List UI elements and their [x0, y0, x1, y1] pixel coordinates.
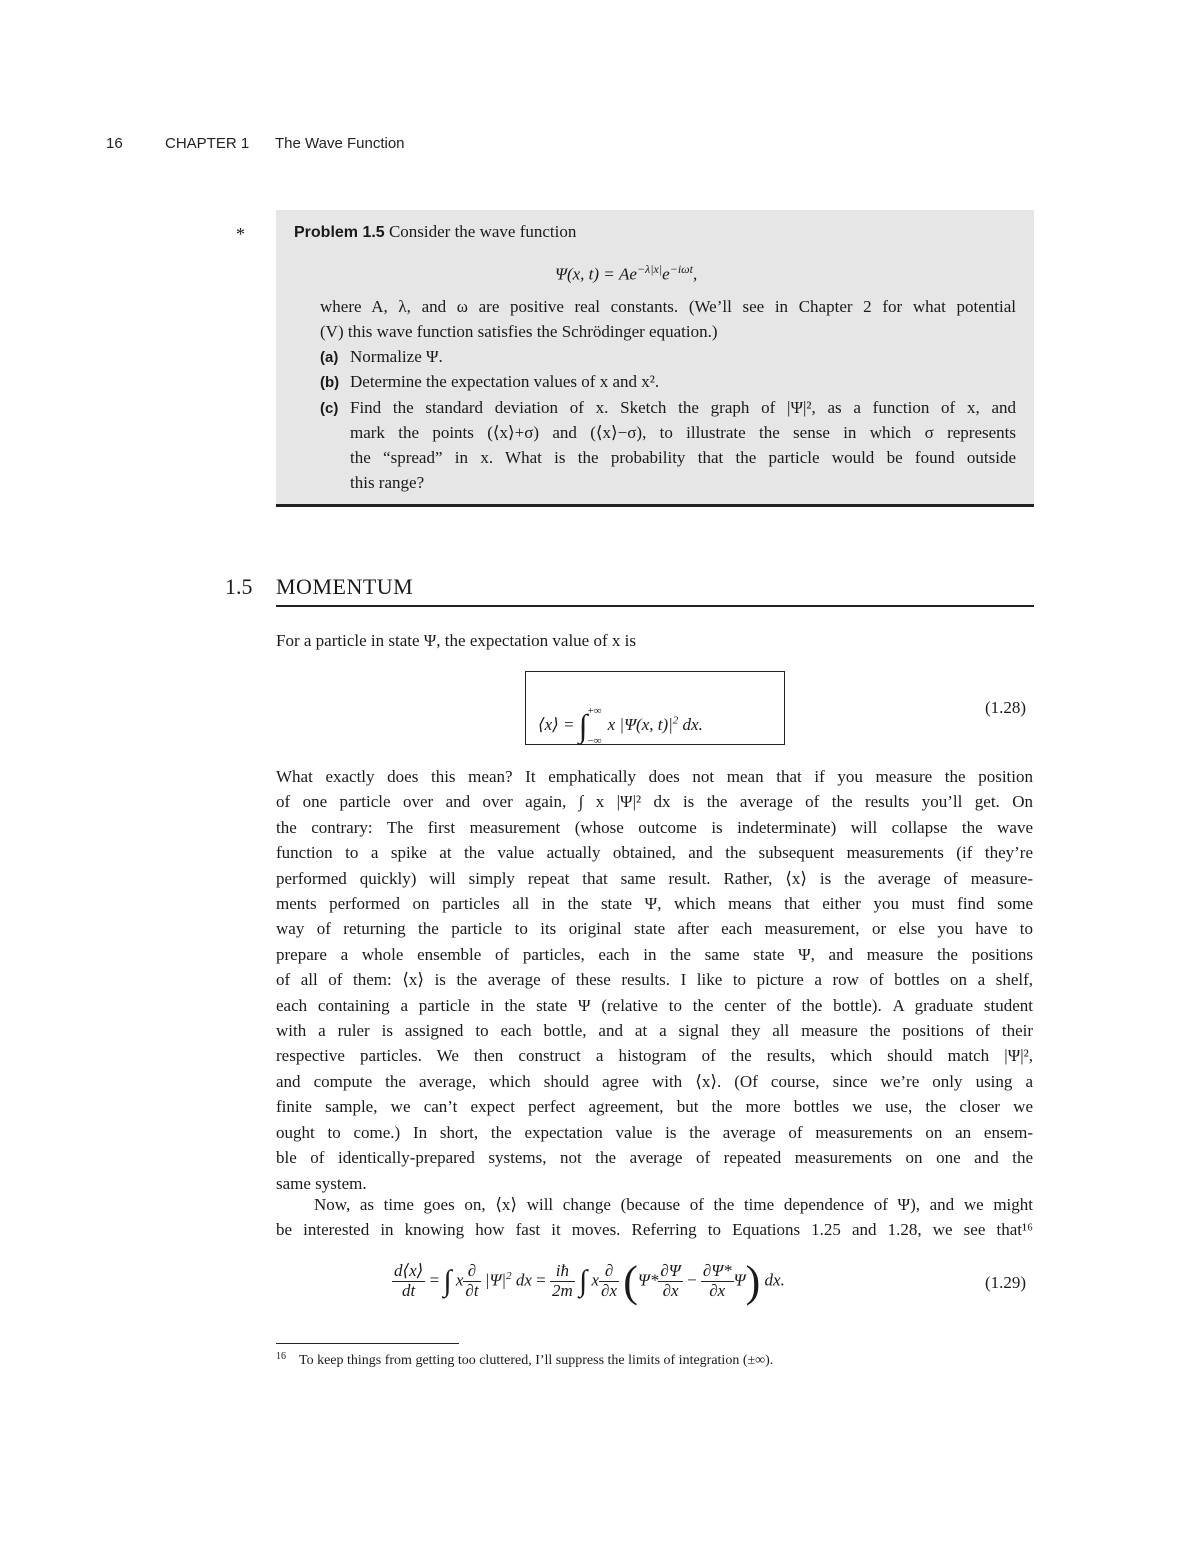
text-line: finite sample, we can’t expect perfect agreement, but the more bottles we use, the closer we — [276, 1097, 1033, 1117]
footnote-rule — [276, 1343, 459, 1344]
intro-sentence: For a particle in state Ψ, the expectation value of x is — [276, 631, 636, 650]
section-rule — [276, 605, 1034, 607]
paragraph-expectation — [276, 764, 1033, 1196]
part-c-text: mark the points (⟨x⟩+σ) and (⟨x⟩−σ), to illustrate the sense in which σ represents — [350, 423, 1016, 442]
part-b-text: Determine the expectation values of x and x². — [350, 372, 660, 391]
text-line: the contrary: The first measurement (whose outcome is indeterminate) will collapse the wave — [276, 817, 1033, 837]
part-c-text: this range? — [350, 473, 425, 492]
text-line: of all of them: ⟨x⟩ is the average of these results. I like to picture a row of bottles on a shelf, — [276, 970, 1033, 990]
problem-text-line: where A, λ, and ω are positive real constants. (We’ll see in Chapter 2 for what potential — [320, 297, 1016, 316]
part-b-label: (b) — [320, 374, 340, 391]
text-line: prepare a whole ensemble of particles, each in the same state Ψ, and measure the positions — [276, 944, 1033, 964]
text-line: What exactly does this mean? It emphatically does not mean that if you measure the position — [276, 767, 1033, 786]
paragraph-time-dependence — [276, 1192, 1033, 1243]
text-line: with a ruler is assigned to each bottle, and at a signal they all measure the positions of their — [276, 1021, 1033, 1041]
part-c-text: the “spread” in x. What is the probability that the particle would be found outside — [350, 448, 1016, 467]
text-line: Now, as time goes on, ⟨x⟩ will change (because of the time dependence of Ψ), and we might — [314, 1195, 1033, 1214]
text-line: ments performed on particles all in the state Ψ, which means that either you must find some — [276, 894, 1033, 914]
fraction: $\frac{\partial}{\partial t}$ — [465, 1261, 479, 1300]
equation-number: (1.29) — [985, 1273, 1027, 1292]
section-title: MOMENTUM — [276, 574, 414, 599]
text-line: of one particle over and over again, ∫ x |Ψ|² dx is the average of the results you’ll get. On — [276, 792, 1033, 812]
text-line: function to a spike at the value actually obtained, and the subsequent measurements (if they’re — [276, 843, 1033, 863]
part-a-label: (a) — [320, 349, 339, 366]
part-a-text: Normalize Ψ. — [350, 347, 443, 366]
text-line: be interested in knowing how fast it moves. Referring to Equations 1.25 and 1.28, we see that¹⁶ — [276, 1220, 1033, 1240]
text-line: way of returning the particle to its original state after each measurement, or else you have to — [276, 919, 1033, 939]
equation-1-28: ⟨x⟩ = ∫ +∞ −∞ x |Ψ(x, $t)|^2$ dx. — [538, 705, 703, 747]
chapter-title: The Wave Function — [275, 135, 405, 152]
starred-problem-marker: * — [236, 224, 245, 244]
fraction: $\frac{\partial\Psi*}{\partial x}$ — [702, 1261, 732, 1300]
page-number: 16 — [106, 135, 123, 152]
fraction: $\frac{d⟨x⟩}{dt}$ — [394, 1261, 424, 1300]
section-number: 1.5 — [225, 574, 253, 599]
text-line: respective particles. We then construct a histogram of the results, which should match |Ψ|², — [276, 1046, 1033, 1066]
text-line: and compute the average, which should agree with ⟨x⟩. (Of course, since we’re only using a — [276, 1071, 1033, 1091]
part-c-text: Find the standard deviation of x. Sketch the graph of |Ψ|², as a function of x, and — [350, 398, 1016, 417]
equation-1-29: $\frac{d⟨x⟩}{dt}$ = ∫ x $\frac{\partial}{\partial t}$ $|\Psi|^2$ dx = $\frac{iħ}{2m}$ ∫ x $\frac{\partial}{\partial x}$ (Ψ* $\frac{\partial\Psi}{\partial x}$ − $\frac{\partial\Psi*}{\partial x}$ Ψ) dx. — [394, 1257, 785, 1306]
text-line: ought to come.) In short, the expectation value is the average of measurements on an ensem- — [276, 1122, 1033, 1142]
chapter-label: CHAPTER 1 — [165, 135, 250, 152]
text-line: performed quickly) will simply repeat that same result. Rather, ⟨x⟩ is the average of measure- — [276, 868, 1033, 888]
problem-text-line: (V) this wave function satisfies the Schrödinger equation.) — [320, 322, 718, 341]
fraction: $\frac{\partial\Psi}{\partial x}$ — [660, 1261, 681, 1300]
text-line: each containing a particle in the state Ψ (relative to the center of the bottle). A graduate student — [276, 995, 1033, 1015]
text-line: ble of identically-prepared systems, not the average of repeated measurements on one and the — [276, 1148, 1033, 1168]
part-c-label: (c) — [320, 400, 339, 417]
problem-heading — [294, 219, 576, 245]
footnote-marker: 16 — [276, 1351, 286, 1362]
fraction: $\frac{iħ}{2m}$ — [552, 1261, 573, 1300]
problem-equation: Ψ(x, $t) = Ae^{-\lambda|x|}e^{-i\omega t}$, — [555, 262, 698, 284]
text-line: same system. — [276, 1173, 367, 1193]
fraction: $\frac{\partial}{\partial x}$ — [601, 1261, 617, 1300]
problem-label: Problem 1.5 — [294, 224, 385, 241]
equation-number: (1.28) — [985, 698, 1027, 717]
footnote-text: To keep things from getting too cluttered, I’ll suppress the limits of integration (±∞). — [299, 1353, 774, 1368]
problem-intro: Consider the wave function — [388, 222, 577, 241]
